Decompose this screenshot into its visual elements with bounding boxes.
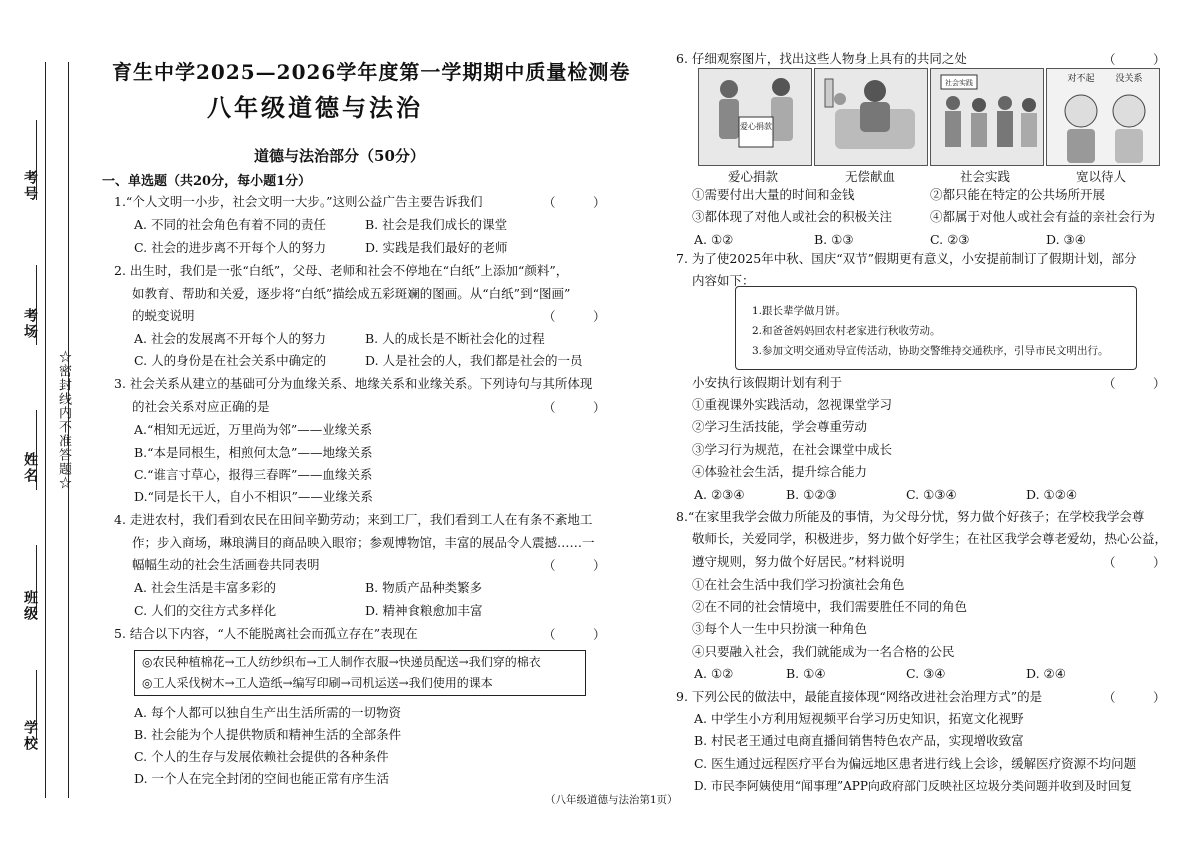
answer-paren: （ ）: [1103, 52, 1166, 67]
option-c: C.“谁言寸草心，报得三春晖”——血缘关系: [134, 467, 373, 482]
plan-item-2: 2.和爸爸妈妈回农村老家进行秋收劳动。: [752, 325, 941, 337]
statement-3: ③每个人一生中只扮演一种角色: [692, 621, 868, 636]
question-stem-line2: 敬师长，关爱同学，积极进步，努力做个好学生；在社区我学会尊老爱幼，热心公益，: [692, 531, 1168, 546]
question-stem-line3: 幅幅生动的社会生活画卷共同表明: [132, 557, 320, 572]
picture-social-practice: [930, 68, 1044, 166]
answer-paren: （ ）: [543, 195, 606, 210]
caption-tolerance: 宽以待人: [1076, 169, 1127, 184]
option-a: A.“相知无远近，万里尚为邻”——业缘关系: [134, 422, 373, 437]
answer-paren: （ ）: [543, 627, 606, 642]
answer-paren: （ ）: [1103, 376, 1166, 391]
option-b: B. 物质产品种类繁多: [365, 580, 483, 595]
binding-line-left: [45, 62, 46, 798]
option-d: D. 一个人在完全封闭的空间也能正常有序生活: [134, 771, 390, 786]
question-stem-line3: 遵守规则，努力做个好居民。”材料说明: [692, 554, 905, 569]
donation-illustration: [699, 69, 811, 165]
answer-paren: （ ）: [1103, 555, 1166, 570]
option-d: D. 市民李阿姨使用“闻事理”APP向政府部门反映社区垃圾分类问题并收到及时回复: [694, 779, 1132, 793]
speech-sorry: 对不起: [1067, 74, 1095, 84]
question-stem-line2: 内容如下：: [692, 273, 755, 288]
answer-paren: （ ）: [543, 558, 606, 573]
option-a: A. ①②: [694, 232, 734, 247]
question-stem-line1: 7. 为了使2025年中秋、国庆“双节”假期更有意义，小安提前制订了假期计划，部分: [676, 251, 1137, 266]
section-heading: 一、单选题（共20分，每小题1分）: [102, 174, 312, 189]
question-stem-line2: 如教育、帮助和关爱，逐步将“白纸”描绘成五彩斑斓的图画。从“白纸”到“图画”: [132, 286, 571, 301]
option-b: B. 社会能为个人提供物质和精神生活的全部条件: [134, 727, 402, 742]
option-d: D. 人是社会的人，我们都是社会的一员: [365, 353, 583, 368]
option-b: B.“本是同根生，相煎何太急”——地缘关系: [134, 445, 373, 460]
question-stem: 6. 仔细观察图片，找出这些人物身上具有的共同之处: [676, 51, 967, 66]
label-school: 学校: [22, 720, 38, 752]
option-b: B. 社会是我们成长的课堂: [365, 217, 508, 232]
option-a: A. 中学生小方利用短视频平台学习历史知识，拓宽文化视野: [694, 711, 1024, 726]
question-stem-line1: 2. 出生时，我们是一张“白纸”，父母、老师和社会不停地在“白纸”上添加“颜料”，: [114, 263, 569, 278]
plan-item-3: 3.参加文明交通劝导宣传活动，协助交警维持交通秩序，引导市民文明出行。: [752, 345, 1109, 357]
option-c: C. ③④: [906, 666, 946, 681]
caption-blood: 无偿献血: [845, 169, 896, 184]
answer-paren: （ ）: [1103, 690, 1166, 705]
option-d: D. 精神食粮愈加丰富: [365, 603, 483, 618]
material-line2: ◎工人采伐树木→工人造纸→编写印刷→司机运送→我们使用的课本: [142, 676, 493, 690]
statement-1: ①需要付出大量的时间和金钱: [692, 187, 855, 202]
exam-title: 育生中学2025—2026学年度第一学期期中质量检测卷: [112, 60, 631, 84]
question-stem-line2: 的社会关系对应正确的是: [132, 399, 270, 414]
plan-item-1: 1.跟长辈学做月饼。: [752, 305, 847, 317]
question-stem-line3: 的蜕变说明: [132, 308, 195, 323]
question-stem-line1: 3. 社会关系从建立的基础可分为血缘关系、地缘关系和业缘关系。下列诗句与其所体现: [114, 376, 593, 391]
option-b: B. ①④: [786, 666, 826, 681]
option-c: C. 人们的交往方式多样化: [134, 603, 277, 618]
option-a: A. ①②: [694, 666, 734, 681]
exam-subject: 八年级道德与法治: [207, 93, 423, 122]
speech-never-mind: 没关系: [1115, 74, 1143, 84]
option-c: C. ②③: [930, 232, 970, 247]
option-b: B. 人的成长是不断社会化的过程: [365, 331, 545, 346]
answer-paren: （ ）: [543, 400, 606, 415]
question-stem: 5. 结合以下内容，“人不能脱离社会而孤立存在”表现在: [114, 626, 418, 641]
option-d: D. ②④: [1026, 666, 1066, 681]
banner-text: 社会实践: [945, 79, 973, 87]
statement-1: ①在社会生活中我们学习扮演社会角色: [692, 577, 905, 592]
statement-1: ①重视课外实践活动，忽视课堂学习: [692, 397, 893, 412]
page-footer: （八年级道德与法治第1页）: [545, 794, 678, 806]
statement-4: ④体验社会生活，提升综合能力: [692, 464, 868, 479]
social-practice-illustration: [931, 69, 1043, 165]
statement-3: ③学习行为规范，在社会课堂中成长: [692, 442, 893, 457]
statement-3: ③都体现了对他人或社会的积极关注: [692, 209, 893, 224]
option-b: B. ①③: [814, 232, 854, 247]
option-d: D.“同是长干人，自小不相识”——业缘关系: [134, 489, 373, 504]
option-c: C. ①③④: [906, 487, 957, 502]
option-d: D. ③④: [1046, 232, 1086, 247]
statement-2: ②学习生活技能，学会尊重劳动: [692, 419, 868, 434]
question-stem-line1: 4. 走进农村，我们看到农民在田间辛勤劳动；来到工厂，我们看到工人在有条不紊地工: [114, 512, 593, 527]
option-c: C. 医生通过远程医疗平台为偏远地区患者进行线上会诊，缓解医疗资源不均问题: [694, 756, 1137, 771]
material-line1: ◎农民种植棉花→工人纺纱织布→工人制作衣服→快递员配送→我们穿的棉衣: [142, 655, 541, 669]
option-d: D. ①②④: [1026, 487, 1078, 502]
question-stem-2: 小安执行该假期计划有利于: [692, 375, 843, 390]
holiday-plan-scroll: [735, 286, 1137, 370]
caption-donation: 爱心捐款: [728, 169, 779, 184]
option-c: C. 个人的生存与发展依赖社会提供的各种条件: [134, 749, 389, 764]
label-class: 班级: [22, 590, 38, 622]
option-a: A. 每个人都可以独自生产出生活所需的一切物资: [134, 705, 401, 720]
option-b: B. ①②③: [786, 487, 837, 502]
tolerance-illustration: [1047, 69, 1159, 165]
option-a: A. 社会生活是丰富多彩的: [134, 580, 276, 595]
label-kaohao: 考号: [22, 170, 38, 202]
caption-practice: 社会实践: [960, 169, 1011, 184]
blood-donation-illustration: [815, 69, 927, 165]
option-c: C. 人的身份是在社会关系中确定的: [134, 353, 327, 368]
label-name: 姓名: [22, 452, 38, 484]
picture-donation: [698, 68, 812, 166]
option-d: D. 实践是我们最好的老师: [365, 240, 508, 255]
option-b: B. 村民老王通过电商直播间销售特色农产品，实现增收致富: [694, 733, 1024, 748]
picture-blood-donation: [814, 68, 928, 166]
part-heading: 道德与法治部分（50分）: [254, 147, 425, 165]
option-a: A. 不同的社会角色有着不同的责任: [134, 217, 326, 232]
statement-4: ④都属于对他人或社会有益的亲社会行为: [930, 209, 1156, 224]
answer-paren: （ ）: [543, 309, 606, 324]
statement-2: ②都只能在特定的公共场所开展: [930, 187, 1106, 202]
statement-2: ②在不同的社会情境中，我们需要胜任不同的角色: [692, 599, 968, 614]
question-stem-line2: 作；步入商场，琳琅满目的商品映入眼帘；参观博物馆，丰富的展品令人震撼……一: [132, 535, 595, 550]
label-kaochang: 考场: [22, 308, 38, 340]
statement-4: ④只要融入社会，我们就能成为一名合格的公民: [692, 644, 955, 659]
question-stem: 1.“个人文明一小步，社会文明一大步。”这则公益广告主要告诉我们: [114, 194, 483, 209]
seal-line-text: ☆密封线内不准答题☆: [56, 350, 71, 490]
donation-box-text: 爱心捐款: [740, 122, 772, 131]
question-stem: 9. 下列公民的做法中，最能直接体现“网络改进社会治理方式”的是: [676, 689, 1043, 704]
picture-tolerance: [1046, 68, 1160, 166]
option-a: A. 社会的发展离不开每个人的努力: [134, 331, 326, 346]
option-a: A. ②③④: [694, 487, 745, 502]
option-c: C. 社会的进步离不开每个人的努力: [134, 240, 327, 255]
question-stem-line1: 8.“在家里我学会做力所能及的事情，为父母分忧，努力做个好孩子；在学校我学会尊: [676, 509, 1145, 524]
